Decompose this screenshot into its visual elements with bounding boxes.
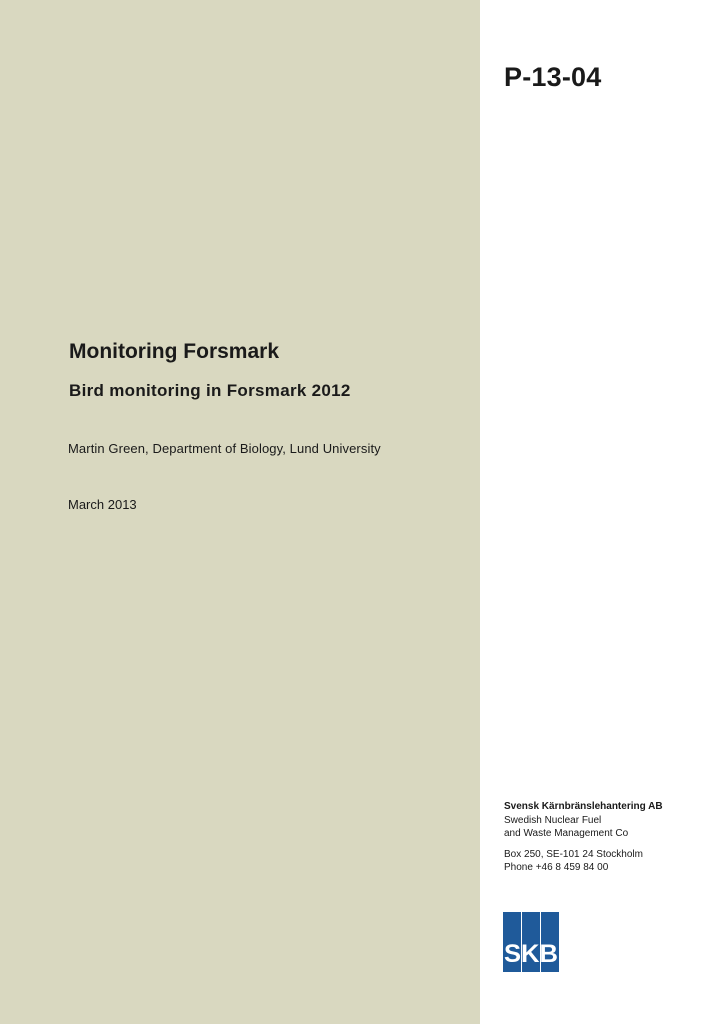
publisher-phone: Phone +46 8 459 84 00	[504, 862, 609, 873]
skb-logo	[503, 912, 559, 972]
logo-text: SKB	[504, 940, 558, 968]
publisher-english-name-2: and Waste Management Co	[504, 828, 629, 839]
publisher-address: Box 250, SE-101 24 Stockholm	[504, 848, 643, 860]
publisher-block	[504, 800, 704, 875]
document-subtitle: Bird monitoring in Forsmark 2012	[69, 381, 351, 400]
publisher-english-name-1: Swedish Nuclear Fuel	[504, 814, 602, 826]
author-line: Martin Green, Department of Biology, Lund University	[68, 441, 381, 456]
publisher-name: Svensk Kärnbränslehantering AB	[504, 801, 663, 812]
document-title: Monitoring Forsmark	[69, 340, 280, 363]
report-number: P-13-04	[504, 62, 602, 92]
publication-date: March 2013	[68, 497, 137, 512]
